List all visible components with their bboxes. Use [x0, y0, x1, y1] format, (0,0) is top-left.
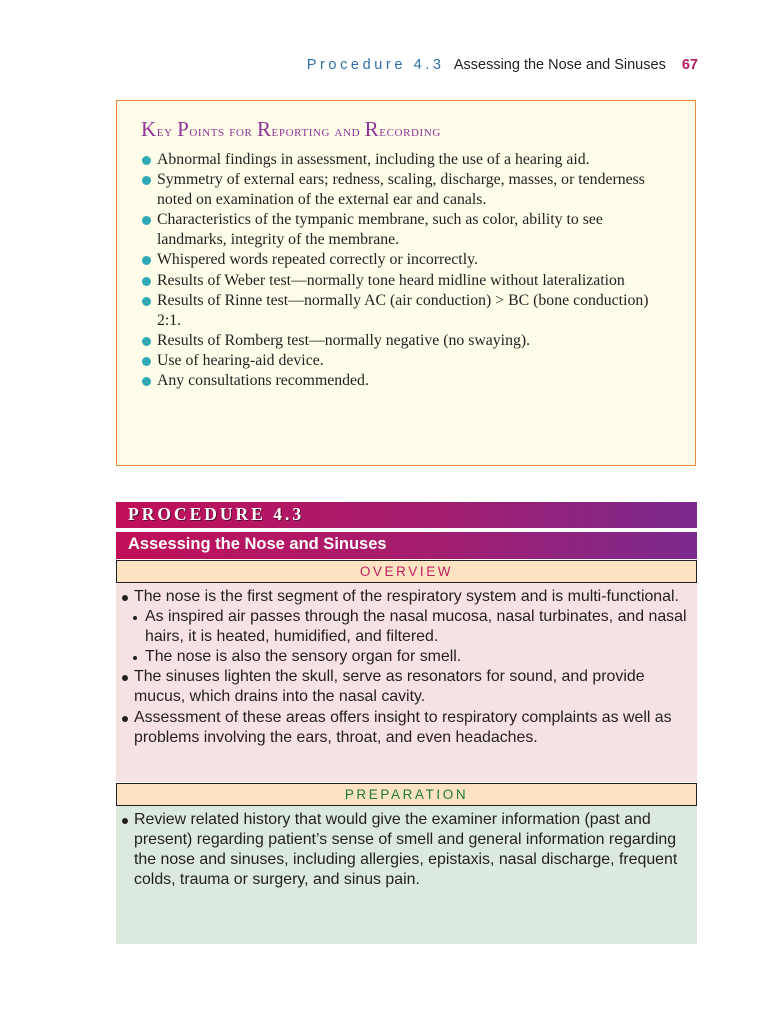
- key-points-box: [116, 100, 696, 466]
- bullet-icon: [142, 277, 151, 286]
- key-point-item: [141, 271, 671, 291]
- bullet-icon: [142, 216, 151, 225]
- running-header: [307, 57, 698, 73]
- key-points-heading: [141, 117, 441, 142]
- header-title: Assessing the Nose and Sinuses: [453, 57, 666, 73]
- overview-section: [116, 583, 697, 782]
- key-point-item: [141, 210, 671, 250]
- key-point-item: [141, 351, 671, 371]
- procedure-banner: [116, 502, 697, 528]
- bullet-icon: [142, 156, 151, 165]
- bullet-icon: [122, 595, 128, 601]
- overview-item: [120, 708, 690, 748]
- key-point-item: [141, 250, 671, 270]
- heading-part: ecording: [379, 123, 441, 140]
- bullet-icon: [142, 176, 151, 185]
- overview-item: [120, 647, 690, 667]
- procedure-title: Assessing the Nose and Sinuses: [128, 535, 387, 553]
- header-procedure-label: Procedure 4.3: [306, 57, 445, 73]
- heading-part: ey: [156, 123, 178, 140]
- preparation-section: [116, 806, 697, 944]
- bullet-icon: [133, 616, 137, 620]
- key-point-text: Characteristics of the tympanic membrane, such as color, ability to see landmarks, integrity of the membrane.: [157, 211, 603, 249]
- overview-item-text: As inspired air passes through the nasal mucosa, nasal turbinates, and nasal hairs, it is heated, humidified, and filtered.: [145, 608, 687, 646]
- key-points-list: [141, 150, 671, 391]
- preparation-item: [120, 810, 690, 890]
- procedure-title-bar: [116, 532, 697, 559]
- bullet-icon: [142, 337, 151, 346]
- key-point-text: Results of Romberg test—normally negative (no swaying).: [157, 331, 531, 349]
- bullet-icon: [122, 675, 128, 681]
- key-point-item: [141, 331, 671, 351]
- bullet-icon: [142, 357, 151, 366]
- bullet-icon: [142, 256, 151, 265]
- key-point-text: Symmetry of external ears; redness, scaling, discharge, masses, or tenderness noted on examination of the external ear and canals.: [157, 171, 645, 209]
- key-point-text: Abnormal findings in assessment, including the use of a hearing aid.: [157, 151, 590, 168]
- heading-part: oints for: [189, 123, 257, 140]
- key-point-item: [141, 150, 671, 170]
- overview-item-text: The nose is the first segment of the respiratory system and is multi-functional.: [134, 588, 679, 605]
- key-point-item: [141, 170, 671, 210]
- overview-item: [120, 587, 690, 607]
- key-point-text: Whispered words repeated correctly or incorrectly.: [157, 251, 478, 269]
- preparation-list: [120, 810, 690, 890]
- overview-item-text: The sinuses lighten the skull, serve as resonators for sound, and provide mucus, which drains into the nasal cavity.: [134, 668, 645, 706]
- heading-part: P: [177, 117, 190, 141]
- overview-item: [120, 607, 690, 647]
- overview-list: [120, 587, 690, 748]
- overview-item: [120, 667, 690, 707]
- preparation-item-text: Review related history that would give the examiner information (past and present) regarding patient’s sense of smell and general information regarding the nose and sinuses, including allergies, epistaxis, nasal discharge, frequent colds, trauma or surgery, and sinus pain.: [134, 811, 678, 889]
- overview-item-text: Assessment of these areas offers insight to respiratory complaints as well as problems involving the ears, throat, and even headaches.: [134, 708, 672, 746]
- overview-item-text: The nose is also the sensory organ for smell.: [145, 648, 462, 666]
- procedure-banner-label: PROCEDURE 4.3: [128, 504, 305, 524]
- preparation-header: PREPARATION: [116, 783, 697, 806]
- bullet-icon: [122, 716, 128, 722]
- bullet-icon: [142, 377, 151, 386]
- key-point-item: [141, 291, 671, 331]
- bullet-icon: [133, 656, 137, 660]
- overview-header: OVERVIEW: [116, 560, 697, 583]
- heading-part: R: [364, 117, 380, 141]
- key-point-text: Results of Weber test—normally tone heard midline without lateralization: [157, 271, 625, 289]
- key-point-text: Any consultations recommended.: [157, 372, 369, 390]
- key-point-text: Results of Rinne test—normally AC (air conduction) > BC (bone conduction) 2:1.: [157, 291, 649, 329]
- bullet-icon: [142, 297, 151, 306]
- page-number: 67: [681, 57, 698, 73]
- key-point-text: Use of hearing-aid device.: [157, 351, 324, 369]
- heading-part: eporting and: [271, 123, 365, 140]
- heading-part: K: [141, 117, 157, 141]
- heading-part: R: [256, 117, 272, 141]
- bullet-icon: [122, 818, 128, 824]
- key-point-item: [141, 371, 671, 391]
